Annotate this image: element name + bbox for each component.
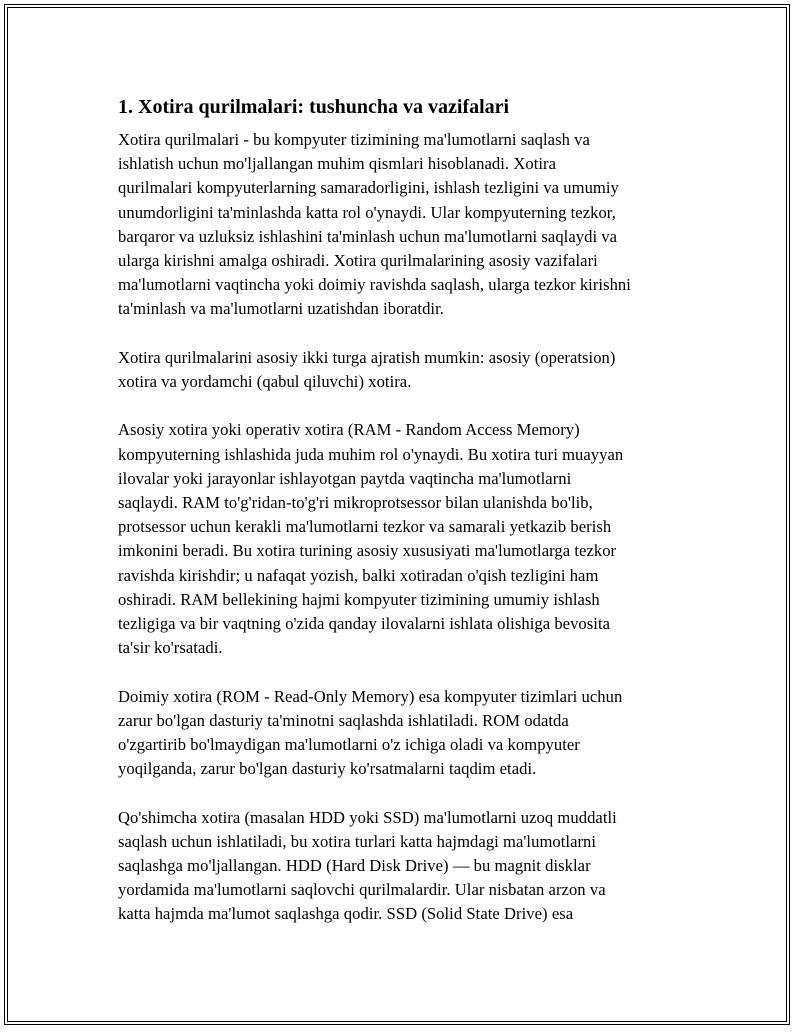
paragraph-ram: Asosiy xotira yoki operativ xotira (RAM - Random Access Memory) kompyuterning ishlashida juda muhim rol o'ynaydi. Bu xotira turi muayyan ilovalar yoki jarayonlar ishlayotgan paytda vaqtincha ma'lumotlarni saqlaydi. RAM to'g'ridan-to'g'ri mikroprotsessor bilan ulanishda bo'lib, protsessor uchun kerakli ma'lumotlarni tezkor va samarali yetkazib berish imkonini beradi. Bu xotira turining asosiy xususiyati ma'lumotlarga tezkor ravishda kirishdir; u nafaqat yozish, balki xotiradan o'qish tezligini ham oshiradi. RAM bellekining hajmi kompyuter tizimining umumiy ishlash tezligiga va bir vaqtning o'zida qanday ilovalarni ishlata olishiga bevosita ta'sir ko'rsatadi. — [118, 420, 624, 658]
section-heading: 1. Xotira qurilmalari: tushuncha va vazifalari — [118, 96, 510, 118]
document-body — [118, 94, 708, 951]
paragraph-secondary-storage: Qo'shimcha xotira (masalan HDD yoki SSD) ma'lumotlarni uzoq muddatli saqlash uchun ishlatiladi, bu xotira turlari katta hajmdagi ma'lumotlarni saqlashga mo'ljallangan. HDD (Hard Disk Drive) — bu magnit disklar yordamida ma'lumotlarni saqlovchi qurilmalardir. Ular nisbatan arzon va katta hajmda ma'lumot saqlashga qodir. SSD (Solid State Drive) esa — [118, 807, 617, 924]
paragraph-rom: Doimiy xotira (ROM - Read-Only Memory) esa kompyuter tizimlari uchun zarur bo'lgan dasturiy ta'minotni saqlashda ishlatiladi. ROM odatda o'zgartirib bo'lmaydigan ma'lumotlarni o'z ichiga oladi va kompyuter yoqilganda, zarur bo'lgan dasturiy ko'rsatmalarni taqdim etadi. — [118, 686, 623, 779]
paragraph-intro: Xotira qurilmalari - bu kompyuter tizimining ma'lumotlarni saqlash va ishlatish uchun mo'ljallangan muhim qismlari hisoblanadi. Xotira qurilmalari kompyuterlarning samaradorligini, ishlash tezligini va umumiy unumdorligini ta'minlashda katta rol o'ynaydi. Ular kompyuterning tezkor, barqaror va uzluksiz ishlashini ta'minlash uchun ma'lumotlarni saqlaydi va ularga kirishni amalga oshiradi. Xotira qurilmalarining asosiy vazifalari ma'lumotlarni vaqtincha yoki doimiy ravishda saqlash, ularga tezkor kirishni ta'minlash va ma'lumotlarni uzatishdan iboratdir. — [118, 130, 631, 319]
paragraph-types: Xotira qurilmalarini asosiy ikki turga ajratish mumkin: asosiy (operatsion) xotira va yordamchi (qabul qiluvchi) xotira. — [118, 347, 616, 392]
